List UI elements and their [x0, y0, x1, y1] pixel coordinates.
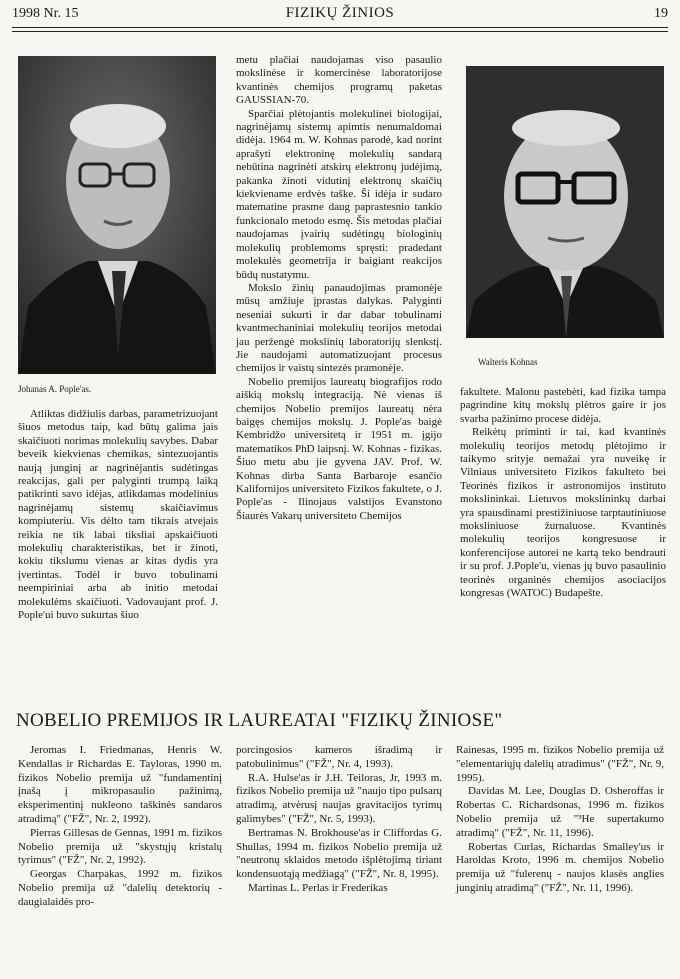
header-rule	[12, 27, 668, 28]
laureate-entry: Georgas Charpakas, 1992 m. fizikos Nobelio premija už "dalelių detektorių - daugialaidės pro-	[18, 868, 222, 908]
laureate-entry: Davidas M. Lee, Douglas D. Osheroffas ir Robertas C. Richardsonas, 1996 m. fizikos Nobelio premija už "³He supertakumo atradimą" ("FŽ", Nr. 11, 1996).	[456, 785, 664, 839]
article-column-2	[236, 54, 442, 523]
portrait-kohn-drawing	[466, 66, 664, 338]
laureate-entry: Bertramas N. Brokhouse'as ir Cliffordas G. Shullas, 1994 m. fizikos Nobelio premija už "neutronų sklaidos metodo išplėtojimą tiriant kondensuotąją medžiagą" ("FŽ", Nr. 8, 1995).	[236, 826, 442, 881]
portrait-photo-kohn	[466, 66, 664, 338]
laureate-entry: Rainesas, 1995 m. fizikos Nobelio premija už "elementariųjų dalelių atradimus" ("FŽ", Nr. 9, 1995).	[456, 744, 664, 784]
page-header	[12, 4, 668, 26]
portrait-pople-drawing	[18, 56, 216, 374]
laureate-entry: R.A. Hulse'as ir J.H. Teiloras, Jr, 1993 m. fizikos Nobelio premija už "naujo tipo pulsarų atradimą, atvėrusį naujas gravitacijos tyrimų galimybes" ("FŽ", Nr. 5, 1993).	[236, 771, 442, 825]
paragraph: Sparčiai plėtojantis molekulinei biologijai, nagrinėjamų sistemų apimtis nenumaldomai didėja. 1964 m. W. Kohnas parodė, kad norint aprašyti elektroninę molekulių sandarą nebūtina nagrinėti atskirų elektronų judėjimą, pakanka žinoti vidutinį elektronų skaičių kiekviename erdvės taške. Ši idėja ir sudaro matematine prasme daug paprastesnio tankio funkcionalo metodo esmę. Šis metodas plačiai naudojamas įvairių sudėtingų biologinių molekulių problemoms spręsti: pradedant molekulės geometrija ir baigiant reakcijos būdų nustatymu.	[236, 107, 442, 281]
laureate-entry: Robertas Curlas, Richardas Smalley'us ir Haroldas Kroto, 1996 m. chemijos Nobelio premija už "fulerenų - naujos klasės anglies junginių atradimą" ("FŽ", Nr. 11, 1996).	[456, 840, 664, 894]
article-column-1	[18, 408, 218, 623]
paragraph: metu plačiai naudojamas viso pasaulio mokslinėse ir komercinėse laboratorijose kvantinės chemijos programų paketas GAUSSIAN-70.	[236, 54, 442, 107]
laureates-column-2	[236, 744, 442, 896]
laureates-column-1	[18, 744, 222, 910]
paragraph: fakultete. Malonu pastebėti, kad fizika tampa pagrindine kitų mokslų plėtros gaire ir jos svarba pažinimo procese didėja.	[460, 386, 666, 425]
paragraph: Atliktas didžiulis darbas, parametrizuojant šiuos metodus taip, kad būtų galima jais skaičiuoti norimas molekulių savybes. Dabar beveik kiekvienas chemikas, sintezuojantis naują junginį ar nagrinėjantis sudėtingas reakcijas, gali per palyginti trumpą laiką patikrinti savo idėjas, atlikdamas modelinius nagrinėjamų sistemų skaičiavimus kompiuteriu. Vis dėlto tam tikrais atvejais reikia ne tik labai tiksliai apskaičiuoti molekulių charakteristikas, bet ir žinoti, kokiu tikslumu vienas ar kitas dydis yra įvertintas. Todėl ir buvo tobulinami neempiriniai arba ab initio metodai molekulėms skaičiuoti. Vadovaujant prof. J. Pople'ui buvo sukurtas šiuo	[18, 408, 218, 622]
paragraph: Reikėtų priminti ir tai, kad kvantinės molekulių teorijos metodų plėtojimo ir taikymo srityje nemažai yra nuveikę ir Vilniaus universiteto Fizikos fakulteto bei Teorinės fizikos ir astronomijos instituto mokslininkai. Lietuvos mokslininkų darbai yra spausdinami prestižiniuose tarptautiniuose moksliniuose žurnaluose. Kvantinės molekulių teorijos kongresuose ir konferencijose autorei ne kartą teko bendrauti ir su prof. J.Pople'u, vienas jų buvo pasaulinio teorinės organinės chemijos asociacijos kongresas (WATOC) Budapešte.	[460, 426, 666, 600]
laureate-entry: Jeromas I. Friedmanas, Henris W. Kendallas ir Richardas E. Tayloras, 1990 m. fizikos Nobelio premija už "fundamentinį įnašą į mikropasaulio pažinimą, eksperimentinį nukleono taškinės sandaros atradimą" ("FŽ", Nr. 2, 1992).	[18, 744, 222, 825]
header-rule-2	[12, 31, 668, 32]
journal-title: FIZIKŲ ŽINIOS	[285, 5, 395, 21]
photo-caption-pople: Johanas A. Pople'as.	[18, 384, 92, 394]
laureates-column-3	[456, 744, 664, 896]
section-headline: NOBELIO PREMIJOS IR LAUREATAI "FIZIKŲ ŽINIOSE"	[16, 710, 503, 731]
page-number: 19	[654, 6, 668, 21]
issue-number: 1998 Nr. 15	[12, 6, 79, 21]
paragraph: Mokslo žinių panaudojimas pramonėje mūsų amžiuje įprastas dalykas. Palyginti neseniai sukurti ir dar dabar tobulinami kvantmechaniniai molekulių teorijos metodai jau peržengė mokslinių laboratorijų slenkstį. Jie naudojami automatizuojant procesus chemijos ir vaistų sintezės pramonėje.	[236, 281, 442, 375]
photo-caption-kohn: Walteris Kohnas	[478, 357, 538, 367]
laureate-entry: Pierras Gillesas de Gennas, 1991 m. fizikos Nobelio premija už "skystųjų kristalų tyrimus" ("FŽ", Nr. 2, 1992).	[18, 826, 222, 867]
laureate-entry: porcingosios kameros išradimą ir patobulinimus" ("FŽ", Nr. 4, 1993).	[236, 744, 442, 770]
laureate-entry: Martinas L. Perlas ir Frederikas	[248, 881, 388, 894]
article-column-3	[460, 386, 666, 601]
portrait-photo-pople	[18, 56, 216, 374]
paragraph: Nobelio premijos laureatų biografijos rodo aiškią mokslų integraciją. Nė vienas iš chemijos Nobelio premijos laureatų nėra baigęs chemijos mokslų. J. Pople'as baigė Kembridžo universitetą ir 1951 m. įgijo matematikos PhD laipsnį. W. Kohnas - fizikas. Šiuo metu abu jie gyvena JAV. Prof. W. Kohnas dirba Santa Barbaroje esančio Kalifornijos universiteto Fizikos fakultete, o J. Pople'as - Ilinojaus valstijos Evanstono Šiaurės Vakarų universiteto Chemijos	[236, 375, 442, 522]
